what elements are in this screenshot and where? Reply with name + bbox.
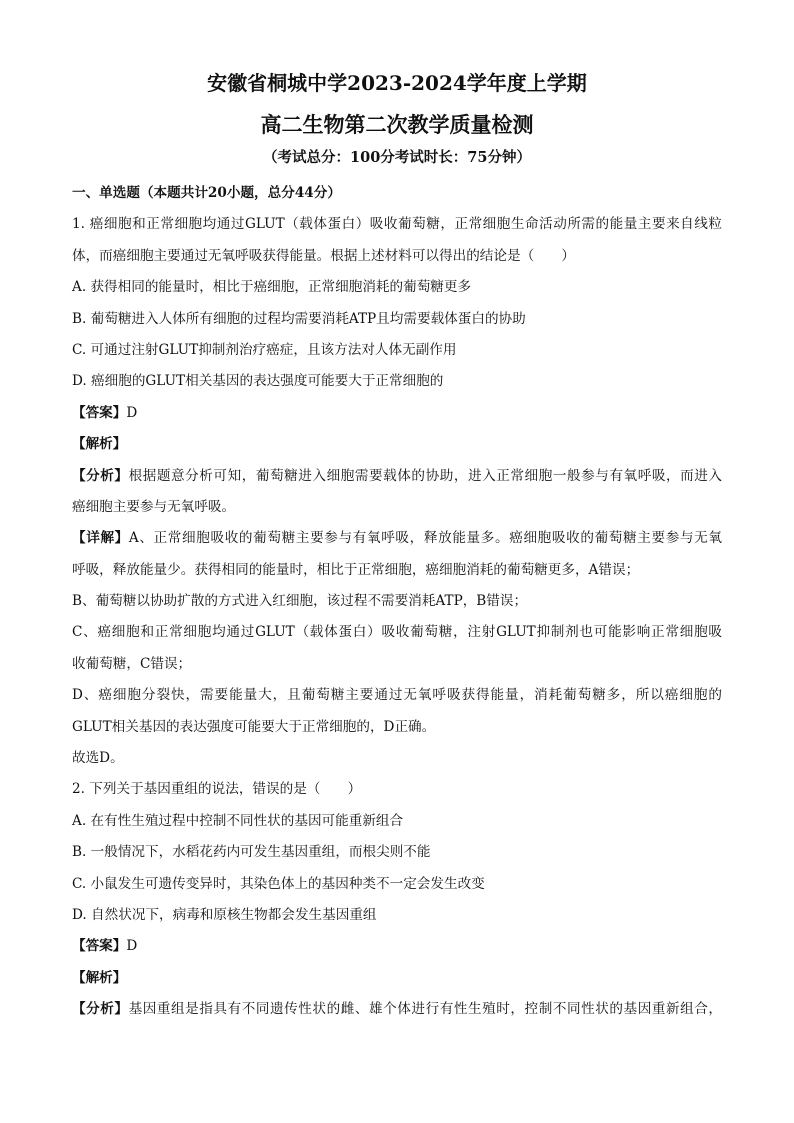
q1-xiangjie-a2: 呼吸，释放能量少。获得相同的能量时，相比于正常细胞，癌细胞消耗的葡萄糖更多，A错误； <box>72 561 640 578</box>
q1-option-d: D. 癌细胞的GLUT相关基因的表达强度可能要大于正常细胞的 <box>72 373 444 390</box>
q1-xiangjie-c1: C、癌细胞和正常细胞均通过GLUT（载体蛋白）吸收葡萄糖，注射GLUT抑制剂也可能影响正常细胞吸 <box>72 624 722 641</box>
answer-value: D <box>126 404 138 421</box>
q1-xiangjie-c2: 收葡萄糖，C错误； <box>72 655 192 672</box>
q1-conclusion: 故选D。 <box>72 750 124 767</box>
answer-tag: 【答案】 <box>72 404 127 421</box>
q2-analysis-tag: 【解析】 <box>72 969 127 986</box>
q2-answer <box>72 931 722 962</box>
answer-value: D <box>126 938 138 955</box>
exam-info: （考试总分：100分考试时长：75分钟） <box>263 149 531 166</box>
fenxi-tag: 【分析】 <box>72 1001 129 1018</box>
document-title: 安徽省桐城中学2023-2024学年度上学期 <box>207 71 587 95</box>
q1-xiangjie-a1: 【详解】A、正常细胞吸收的葡萄糖主要参与有氧呼吸，释放能量多。癌细胞吸收的葡萄糖主要参与无氧 <box>72 530 722 547</box>
q1-xiangjie-b: B、葡萄糖以协助扩散的方式进入红细胞，该过程不需要消耗ATP，B错误； <box>72 593 528 610</box>
answer-tag: 【答案】 <box>72 938 127 955</box>
q2-option-c: C. 小鼠发生可遗传变异时，其染色体上的基因种类不一定会发生改变 <box>72 875 485 892</box>
q1-stem-line2: 体，而癌细胞主要通过无氧呼吸获得能量。根据上述材料可以得出的结论是（ ） <box>72 247 575 264</box>
q1-option-c: C. 可通过注射GLUT抑制剂治疗癌症，且该方法对人体无副作用 <box>72 341 457 358</box>
q1-xiangjie-d2: GLUT相关基因的表达强度可能要大于正常细胞的，D正确。 <box>72 718 436 735</box>
q2-option-d: D. 自然状况下，病毒和原核生物都会发生基因重组 <box>72 906 377 923</box>
q2-option-a: A. 在有性生殖过程中控制不同性状的基因可能重新组合 <box>72 812 404 829</box>
section-heading: 一、单选题（本题共计20小题，总分44分） <box>72 185 341 201</box>
q2-option-b: B. 一般情况下，水稻花药内可发生基因重组，而根尖则不能 <box>72 844 431 861</box>
q1-fenxi-line2: 癌细胞主要参与无氧呼吸。 <box>72 498 236 515</box>
document-subtitle: 高二生物第二次教学质量检测 <box>260 112 534 137</box>
q1-fenxi-line1: 【分析】根据题意分析可知，葡萄糖进入细胞需要载体的协助，进入正常细胞一般参与有氧呼吸，而进入 <box>72 467 723 484</box>
q1-xiangjie-d1: D、癌细胞分裂快，需要能量大，且葡萄糖主要通过无氧呼吸获得能量，消耗葡萄糖多，所以癌细胞的 <box>72 687 722 704</box>
q2-stem: 2. 下列关于基因重组的说法，错误的是（ ） <box>72 781 362 798</box>
document-body <box>72 178 722 1026</box>
xiangjie-tag: 【详解】 <box>72 530 129 547</box>
q1-answer <box>72 398 722 429</box>
q1-option-a: A. 获得相同的能量时，相比于癌细胞，正常细胞消耗的葡萄糖更多 <box>72 279 472 296</box>
q1-option-b: B. 葡萄糖进入人体所有细胞的过程均需要消耗ATP且均需要载体蛋白的协助 <box>72 310 526 327</box>
q1-analysis-tag: 【解析】 <box>72 436 127 453</box>
fenxi-tag: 【分析】 <box>72 467 129 484</box>
q2-fenxi-line1: 【分析】基因重组是指具有不同遗传性状的雌、雄个体进行有性生殖时，控制不同性状的基因重新组合， <box>72 1001 723 1018</box>
q1-stem-line1: 1. 癌细胞和正常细胞均通过GLUT（载体蛋白）吸收葡萄糖，正常细胞生命活动所需的能量主要来自线粒 <box>72 216 722 233</box>
